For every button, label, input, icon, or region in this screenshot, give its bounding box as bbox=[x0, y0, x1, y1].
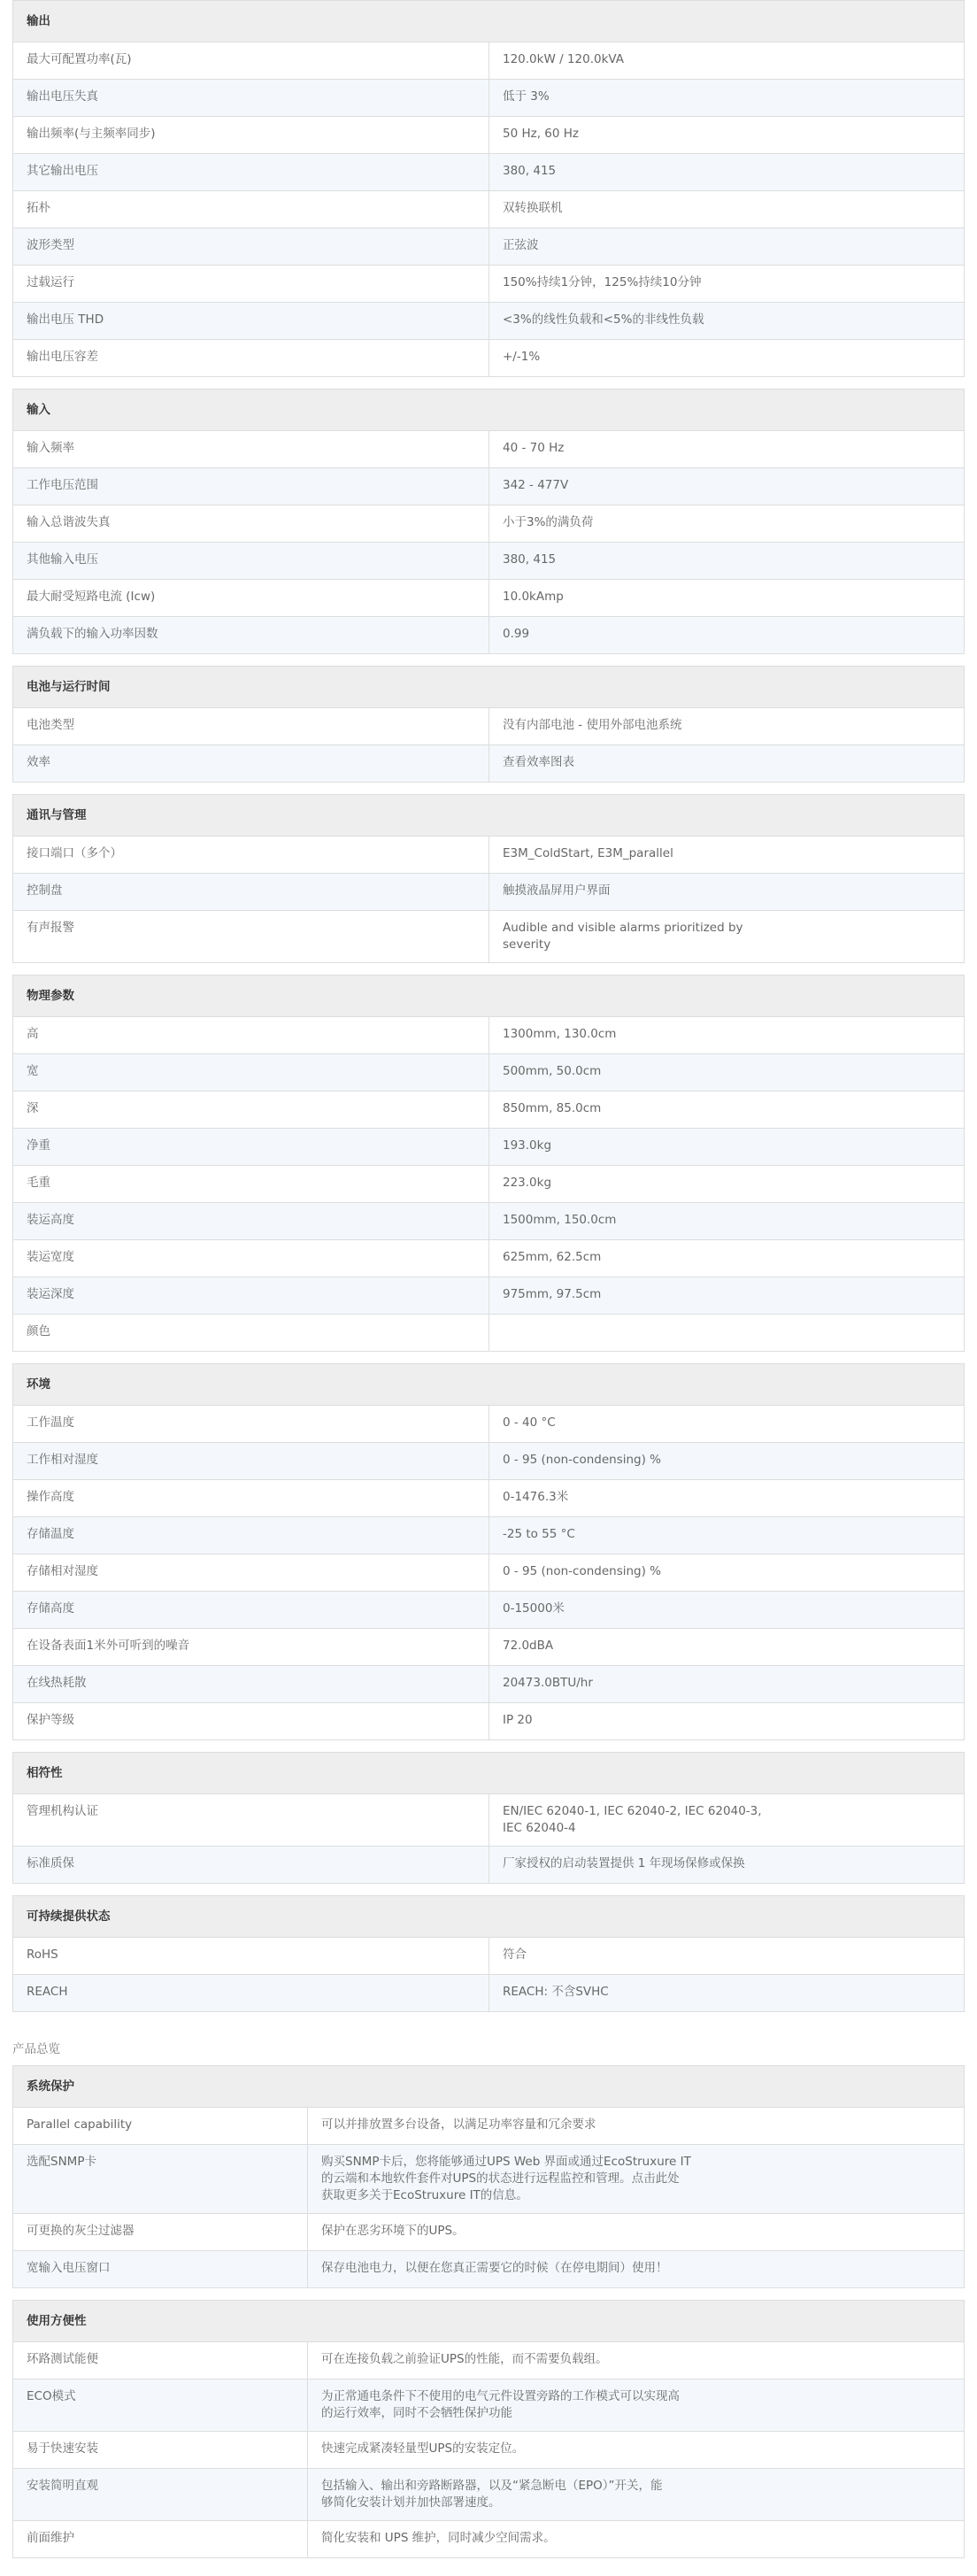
spec-row bbox=[13, 1091, 965, 1129]
spec-value: 查看效率图表 bbox=[489, 745, 965, 783]
spec-value: 380, 415 bbox=[489, 543, 965, 580]
spec-value: 没有内部电池 - 使用外部电池系统 bbox=[489, 708, 965, 745]
spec-row bbox=[13, 837, 965, 874]
spec-row bbox=[13, 505, 965, 543]
spec-value-line: EN/IEC 62040-1, IEC 62040-2, IEC 62040-3, bbox=[503, 1804, 762, 1818]
spec-label: 效率 bbox=[13, 745, 489, 783]
spec-label: 颜色 bbox=[13, 1315, 489, 1352]
spec-row bbox=[13, 1166, 965, 1203]
spec-value: 380, 415 bbox=[489, 154, 965, 191]
sections-table bbox=[12, 0, 965, 377]
spec-value: 小于3%的满负荷 bbox=[489, 505, 965, 543]
overview_sections-table bbox=[12, 2065, 965, 2288]
spec-value: 50 Hz, 60 Hz bbox=[489, 117, 965, 154]
spec-row bbox=[13, 1666, 965, 1703]
spec-row bbox=[13, 1517, 965, 1554]
spec-row bbox=[13, 1847, 965, 1884]
spec-row bbox=[13, 1277, 965, 1315]
spec-row bbox=[13, 874, 965, 911]
spec-value: 0-1476.3米 bbox=[489, 1480, 965, 1517]
spec-value: 简化安装和 UPS 维护，同时减少空间需求。 bbox=[308, 2521, 965, 2558]
spec-row bbox=[13, 228, 965, 266]
spec-value: REACH: 不含SVHC bbox=[489, 1975, 965, 2012]
spec-row bbox=[13, 1054, 965, 1091]
spec-row bbox=[13, 1480, 965, 1517]
spec-row bbox=[13, 1443, 965, 1480]
sections-table bbox=[12, 794, 965, 963]
spec-label: 控制盘 bbox=[13, 874, 489, 911]
spec-value: +/-1% bbox=[489, 340, 965, 377]
spec-row bbox=[13, 617, 965, 654]
spec-label: 选配SNMP卡 bbox=[13, 2145, 308, 2214]
spec-value: 0 - 95 (non-condensing) % bbox=[489, 1554, 965, 1592]
spec-value: 72.0dBA bbox=[489, 1629, 965, 1666]
overview-label: 产品总览 bbox=[12, 2042, 60, 2056]
section-title: 系统保护 bbox=[13, 2066, 965, 2108]
spec-value-line: 的云端和本地软件套件对UPS的状态进行远程监控和管理。点击此处 bbox=[321, 2171, 680, 2186]
spec-label: 前面维护 bbox=[13, 2521, 308, 2558]
section-title: 环境 bbox=[13, 1364, 965, 1406]
spec-value-line: IEC 62040-4 bbox=[503, 1821, 576, 1835]
spec-value: -25 to 55 °C bbox=[489, 1517, 965, 1554]
spec-value: 120.0kW / 120.0kVA bbox=[489, 42, 965, 80]
spec-row bbox=[13, 117, 965, 154]
spec-row bbox=[13, 154, 965, 191]
spec-label: 存储温度 bbox=[13, 1517, 489, 1554]
section-title: 可持续提供状态 bbox=[13, 1896, 965, 1938]
spec-row bbox=[13, 580, 965, 617]
spec-label: 输入总谐波失真 bbox=[13, 505, 489, 543]
spec-row bbox=[13, 1703, 965, 1740]
spec-value: 223.0kg bbox=[489, 1166, 965, 1203]
spec-row bbox=[13, 191, 965, 228]
spec-value: 符合 bbox=[489, 1938, 965, 1975]
spec-value: 正弦波 bbox=[489, 228, 965, 266]
spec-label: 过载运行 bbox=[13, 266, 489, 303]
spec-label: 其他输入电压 bbox=[13, 543, 489, 580]
spec-label: 工作相对湿度 bbox=[13, 1443, 489, 1480]
spec-row bbox=[13, 745, 965, 783]
spec-row bbox=[13, 2521, 965, 2558]
spec-row bbox=[13, 42, 965, 80]
spec-label: 波形类型 bbox=[13, 228, 489, 266]
spec-row bbox=[13, 1129, 965, 1166]
spec-value: 975mm, 97.5cm bbox=[489, 1277, 965, 1315]
spec-row bbox=[13, 1938, 965, 1975]
spec-label: 毛重 bbox=[13, 1166, 489, 1203]
spec-row bbox=[13, 1406, 965, 1443]
spec-value: 625mm, 62.5cm bbox=[489, 1240, 965, 1277]
spec-label: 标准质保 bbox=[13, 1847, 489, 1884]
spec-row bbox=[13, 2108, 965, 2145]
spec-row bbox=[13, 431, 965, 468]
spec-value: 快速完成紧凑轻量型UPS的安装定位。 bbox=[308, 2432, 965, 2469]
spec-label: 拓朴 bbox=[13, 191, 489, 228]
spec-value-line: 获取更多关于EcoStruxure IT的信息。 bbox=[321, 2188, 528, 2202]
spec-value: 150%持续1分钟，125%持续10分钟 bbox=[489, 266, 965, 303]
spec-value: 0 - 95 (non-condensing) % bbox=[489, 1443, 965, 1480]
spec-label: Parallel capability bbox=[13, 2108, 308, 2145]
spec-value: 可在连接负载之前验证UPS的性能，而不需要负载组。 bbox=[308, 2342, 965, 2379]
spec-value: 厂家授权的启动装置提供 1 年现场保修或保换 bbox=[489, 1847, 965, 1884]
spec-value: E3M_ColdStart, E3M_parallel bbox=[489, 837, 965, 874]
spec-row bbox=[13, 1592, 965, 1629]
spec-row bbox=[13, 1315, 965, 1352]
spec-value-line: 够简化安装计划并加快部署速度。 bbox=[321, 2495, 501, 2510]
spec-label: 输出电压 THD bbox=[13, 303, 489, 340]
spec-value: 342 - 477V bbox=[489, 468, 965, 505]
spec-value: 保存电池电力，以便在您真正需要它的时候（在停电期间）使用！ bbox=[308, 2251, 965, 2288]
specifications bbox=[12, 0, 965, 2012]
spec-label: ECO模式 bbox=[13, 2379, 308, 2432]
spec-row bbox=[13, 2145, 965, 2214]
spec-value bbox=[308, 2145, 965, 2214]
spec-label: 输出电压失真 bbox=[13, 80, 489, 117]
spec-row bbox=[13, 2432, 965, 2469]
sections-table bbox=[12, 1752, 965, 1884]
spec-label: 工作电压范围 bbox=[13, 468, 489, 505]
spec-label: 输出电压容差 bbox=[13, 340, 489, 377]
spec-label: 宽 bbox=[13, 1054, 489, 1091]
spec-row bbox=[13, 1017, 965, 1054]
spec-label: 最大耐受短路电流 (Icw) bbox=[13, 580, 489, 617]
spec-value bbox=[489, 911, 965, 963]
spec-value: 850mm, 85.0cm bbox=[489, 1091, 965, 1129]
spec-row bbox=[13, 708, 965, 745]
spec-row bbox=[13, 2251, 965, 2288]
spec-row bbox=[13, 2342, 965, 2379]
spec-value: 0-15000米 bbox=[489, 1592, 965, 1629]
spec-row bbox=[13, 2214, 965, 2251]
spec-value-line: severity bbox=[503, 937, 551, 952]
spec-label: 管理机构认证 bbox=[13, 1794, 489, 1847]
spec-value: 双转换联机 bbox=[489, 191, 965, 228]
spec-value-line: 为正常通电条件下不使用的电气元件设置旁路的工作模式可以实现高 bbox=[321, 2389, 680, 2403]
spec-label: 深 bbox=[13, 1091, 489, 1129]
spec-value: 10.0kAmp bbox=[489, 580, 965, 617]
spec-value: 40 - 70 Hz bbox=[489, 431, 965, 468]
section-title: 输出 bbox=[13, 1, 965, 42]
section-title: 输入 bbox=[13, 389, 965, 431]
spec-label: 有声报警 bbox=[13, 911, 489, 963]
spec-value: 可以并排放置多台设备，以满足功率容量和冗余要求 bbox=[308, 2108, 965, 2145]
spec-value: 20473.0BTU/hr bbox=[489, 1666, 965, 1703]
spec-row bbox=[13, 266, 965, 303]
spec-value bbox=[308, 2469, 965, 2521]
spec-value bbox=[489, 1315, 965, 1352]
spec-value: <3%的线性负载和<5%的非线性负载 bbox=[489, 303, 965, 340]
spec-row bbox=[13, 911, 965, 963]
overview_sections-table bbox=[12, 2300, 965, 2558]
spec-label: 可更换的灰尘过滤器 bbox=[13, 2214, 308, 2251]
section-title: 使用方便性 bbox=[13, 2301, 965, 2342]
section-title: 相符性 bbox=[13, 1753, 965, 1794]
spec-value: 触摸液晶屏用户界面 bbox=[489, 874, 965, 911]
spec-row bbox=[13, 1629, 965, 1666]
spec-value bbox=[308, 2379, 965, 2432]
spec-value: IP 20 bbox=[489, 1703, 965, 1740]
sections-table bbox=[12, 975, 965, 1352]
spec-row bbox=[13, 468, 965, 505]
spec-label: 在线热耗散 bbox=[13, 1666, 489, 1703]
spec-row bbox=[13, 303, 965, 340]
spec-label: 接口端口（多个） bbox=[13, 837, 489, 874]
spec-label: 净重 bbox=[13, 1129, 489, 1166]
spec-label: 易于快速安装 bbox=[13, 2432, 308, 2469]
spec-value bbox=[489, 1794, 965, 1847]
spec-row bbox=[13, 1240, 965, 1277]
spec-label: 满负载下的输入功率因数 bbox=[13, 617, 489, 654]
spec-row bbox=[13, 1794, 965, 1847]
spec-row bbox=[13, 1203, 965, 1240]
spec-label: 装运深度 bbox=[13, 1277, 489, 1315]
spec-label: 环路测试能便 bbox=[13, 2342, 308, 2379]
section-title: 物理参数 bbox=[13, 976, 965, 1017]
spec-row bbox=[13, 80, 965, 117]
section-title: 电池与运行时间 bbox=[13, 667, 965, 708]
spec-value: 1300mm, 130.0cm bbox=[489, 1017, 965, 1054]
spec-label: 保护等级 bbox=[13, 1703, 489, 1740]
spec-value-line: Audible and visible alarms prioritized by bbox=[503, 921, 743, 935]
spec-label: 电池类型 bbox=[13, 708, 489, 745]
spec-label: 其它输出电压 bbox=[13, 154, 489, 191]
spec-value: 0 - 40 °C bbox=[489, 1406, 965, 1443]
spec-value-line: 的运行效率，同时不会牺牲保护功能 bbox=[321, 2406, 512, 2420]
spec-value: 保护在恶劣环境下的UPS。 bbox=[308, 2214, 965, 2251]
section-title: 通讯与管理 bbox=[13, 795, 965, 837]
spec-label: 操作高度 bbox=[13, 1480, 489, 1517]
spec-label: 输出频率(与主频率同步) bbox=[13, 117, 489, 154]
spec-row bbox=[13, 340, 965, 377]
sections-table bbox=[12, 666, 965, 783]
spec-row bbox=[13, 543, 965, 580]
spec-label: 装运高度 bbox=[13, 1203, 489, 1240]
spec-value-line: 包括输入、输出和旁路断路器，以及“紧急断电（EPO）”开关，能 bbox=[321, 2479, 663, 2493]
spec-label: 存储相对湿度 bbox=[13, 1554, 489, 1592]
spec-value-line: 购买SNMP卡后，您将能够通过UPS Web 界面或通过EcoStruxure IT bbox=[321, 2155, 691, 2169]
spec-label: 高 bbox=[13, 1017, 489, 1054]
spec-value: 500mm, 50.0cm bbox=[489, 1054, 965, 1091]
spec-row bbox=[13, 1975, 965, 2012]
spec-label: 工作温度 bbox=[13, 1406, 489, 1443]
sections-table bbox=[12, 1363, 965, 1740]
spec-label: 存储高度 bbox=[13, 1592, 489, 1629]
spec-value: 193.0kg bbox=[489, 1129, 965, 1166]
spec-row bbox=[13, 1554, 965, 1592]
spec-label: 输入频率 bbox=[13, 431, 489, 468]
spec-label: 装运宽度 bbox=[13, 1240, 489, 1277]
sections-table bbox=[12, 1895, 965, 2012]
spec-label: REACH bbox=[13, 1975, 489, 2012]
spec-label: 宽输入电压窗口 bbox=[13, 2251, 308, 2288]
spec-label: 最大可配置功率(瓦) bbox=[13, 42, 489, 80]
spec-value: 0.99 bbox=[489, 617, 965, 654]
spec-label: 安装简明直观 bbox=[13, 2469, 308, 2521]
product-overview bbox=[12, 2065, 965, 2558]
spec-row bbox=[13, 2379, 965, 2432]
spec-label: 在设备表面1米外可听到的噪音 bbox=[13, 1629, 489, 1666]
spec-label: RoHS bbox=[13, 1938, 489, 1975]
spec-value: 低于 3% bbox=[489, 80, 965, 117]
spec-value: 1500mm, 150.0cm bbox=[489, 1203, 965, 1240]
sections-table bbox=[12, 389, 965, 654]
spec-row bbox=[13, 2469, 965, 2521]
